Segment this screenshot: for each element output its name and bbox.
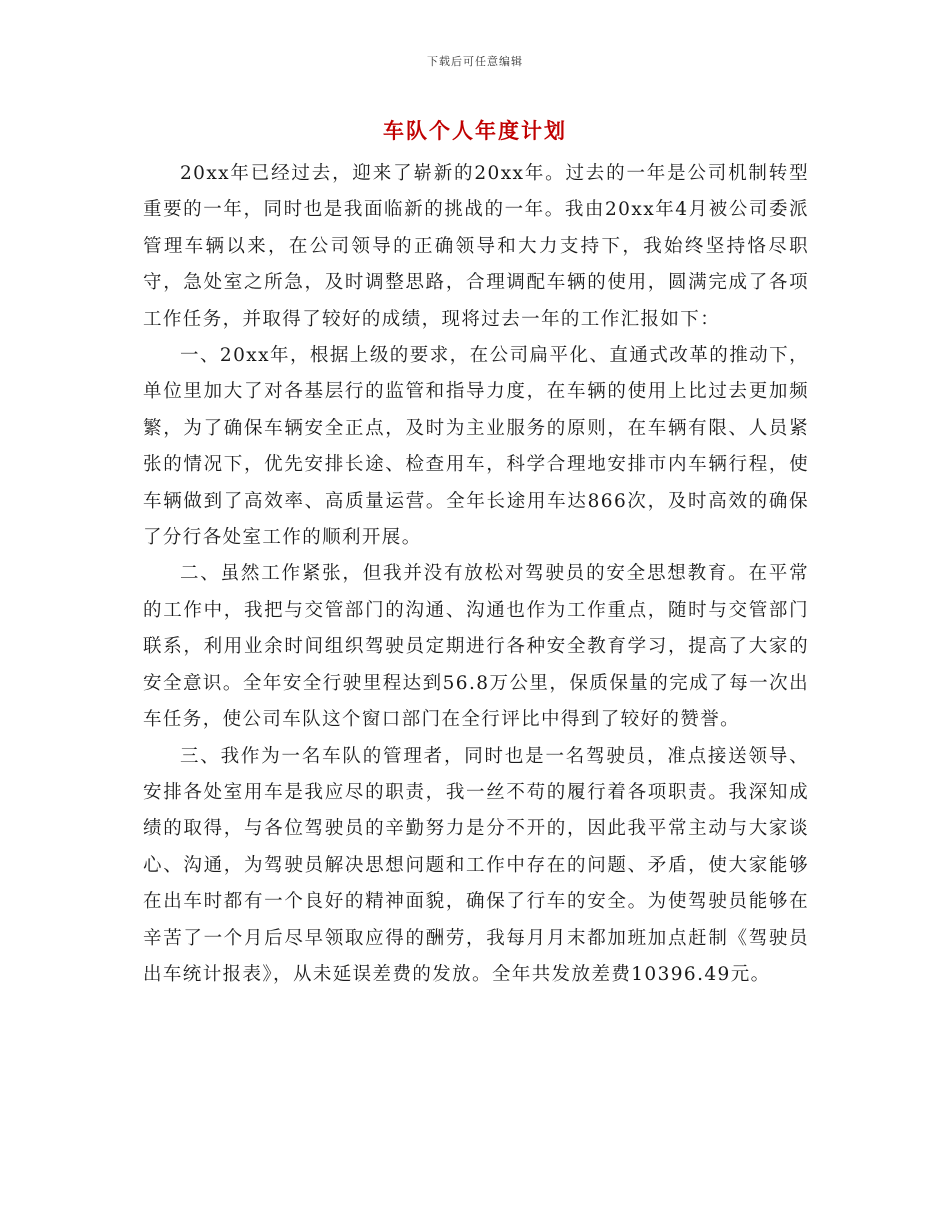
- document-body: [143, 156, 809, 993]
- paragraph-intro: 20xx年已经过去，迎来了崭新的20xx年。过去的一年是公司机制转型重要的一年，同时也是我面临新的挑战的一年。我由20xx年4月被公司委派管理车辆以来，在公司领导的正确领导和大力支持下，我始终坚持恪尽职守，急处室之所急，及时调整思路，合理调配车辆的使用，圆满完成了各项工作任务，并取得了较好的成绩，现将过去一年的工作汇报如下：: [143, 163, 809, 330]
- paragraph-section-3: 三、我作为一名车队的管理者，同时也是一名驾驶员，准点接送领导、安排各处室用车是我应尽的职责，我一丝不苟的履行着各项职责。我深知成绩的取得，与各位驾驶员的辛勤努力是分不开的，因此我平常主动与大家谈心、沟通，为驾驶员解决思想问题和工作中存在的问题、矛盾，使大家能够在出车时都有一个良好的精神面貌，确保了行车的安全。为使驾驶员能够在辛苦了一个月后尽早领取应得的酬劳，我每月月末都加班加点赶制《驾驶员出车统计报表》，从未延误差费的发放。全年共发放差费10396.49元。: [143, 745, 809, 985]
- document-title: 车队个人年度计划: [383, 118, 567, 143]
- page-header-note: 下载后可任意编辑: [427, 55, 523, 68]
- paragraph-section-2: 二、虽然工作紧张，但我并没有放松对驾驶员的安全思想教育。在平常的工作中，我把与交管部门的沟通、沟通也作为工作重点，随时与交管部门联系，利用业余时间组织驾驶员定期进行各种安全教育学习，提高了大家的安全意识。全年安全行驶里程达到56.8万公里，保质保量的完成了每一次出车任务，使公司车队这个窗口部门在全行评比中得到了较好的赞誉。: [143, 563, 809, 731]
- paragraph-section-1: 一、20xx年，根据上级的要求，在公司扁平化、直通式改革的推动下，单位里加大了对各基层行的监管和指导力度，在车辆的使用上比过去更加频繁，为了确保车辆安全正点，及时为主业服务的原则，在车辆有限、人员紧张的情况下，优先安排长途、检查用车，科学合理地安排市内车辆行程，使车辆做到了高效率、高质量运营。全年长途用车达866次，及时高效的确保了分行各处室工作的顺利开展。: [143, 345, 809, 549]
